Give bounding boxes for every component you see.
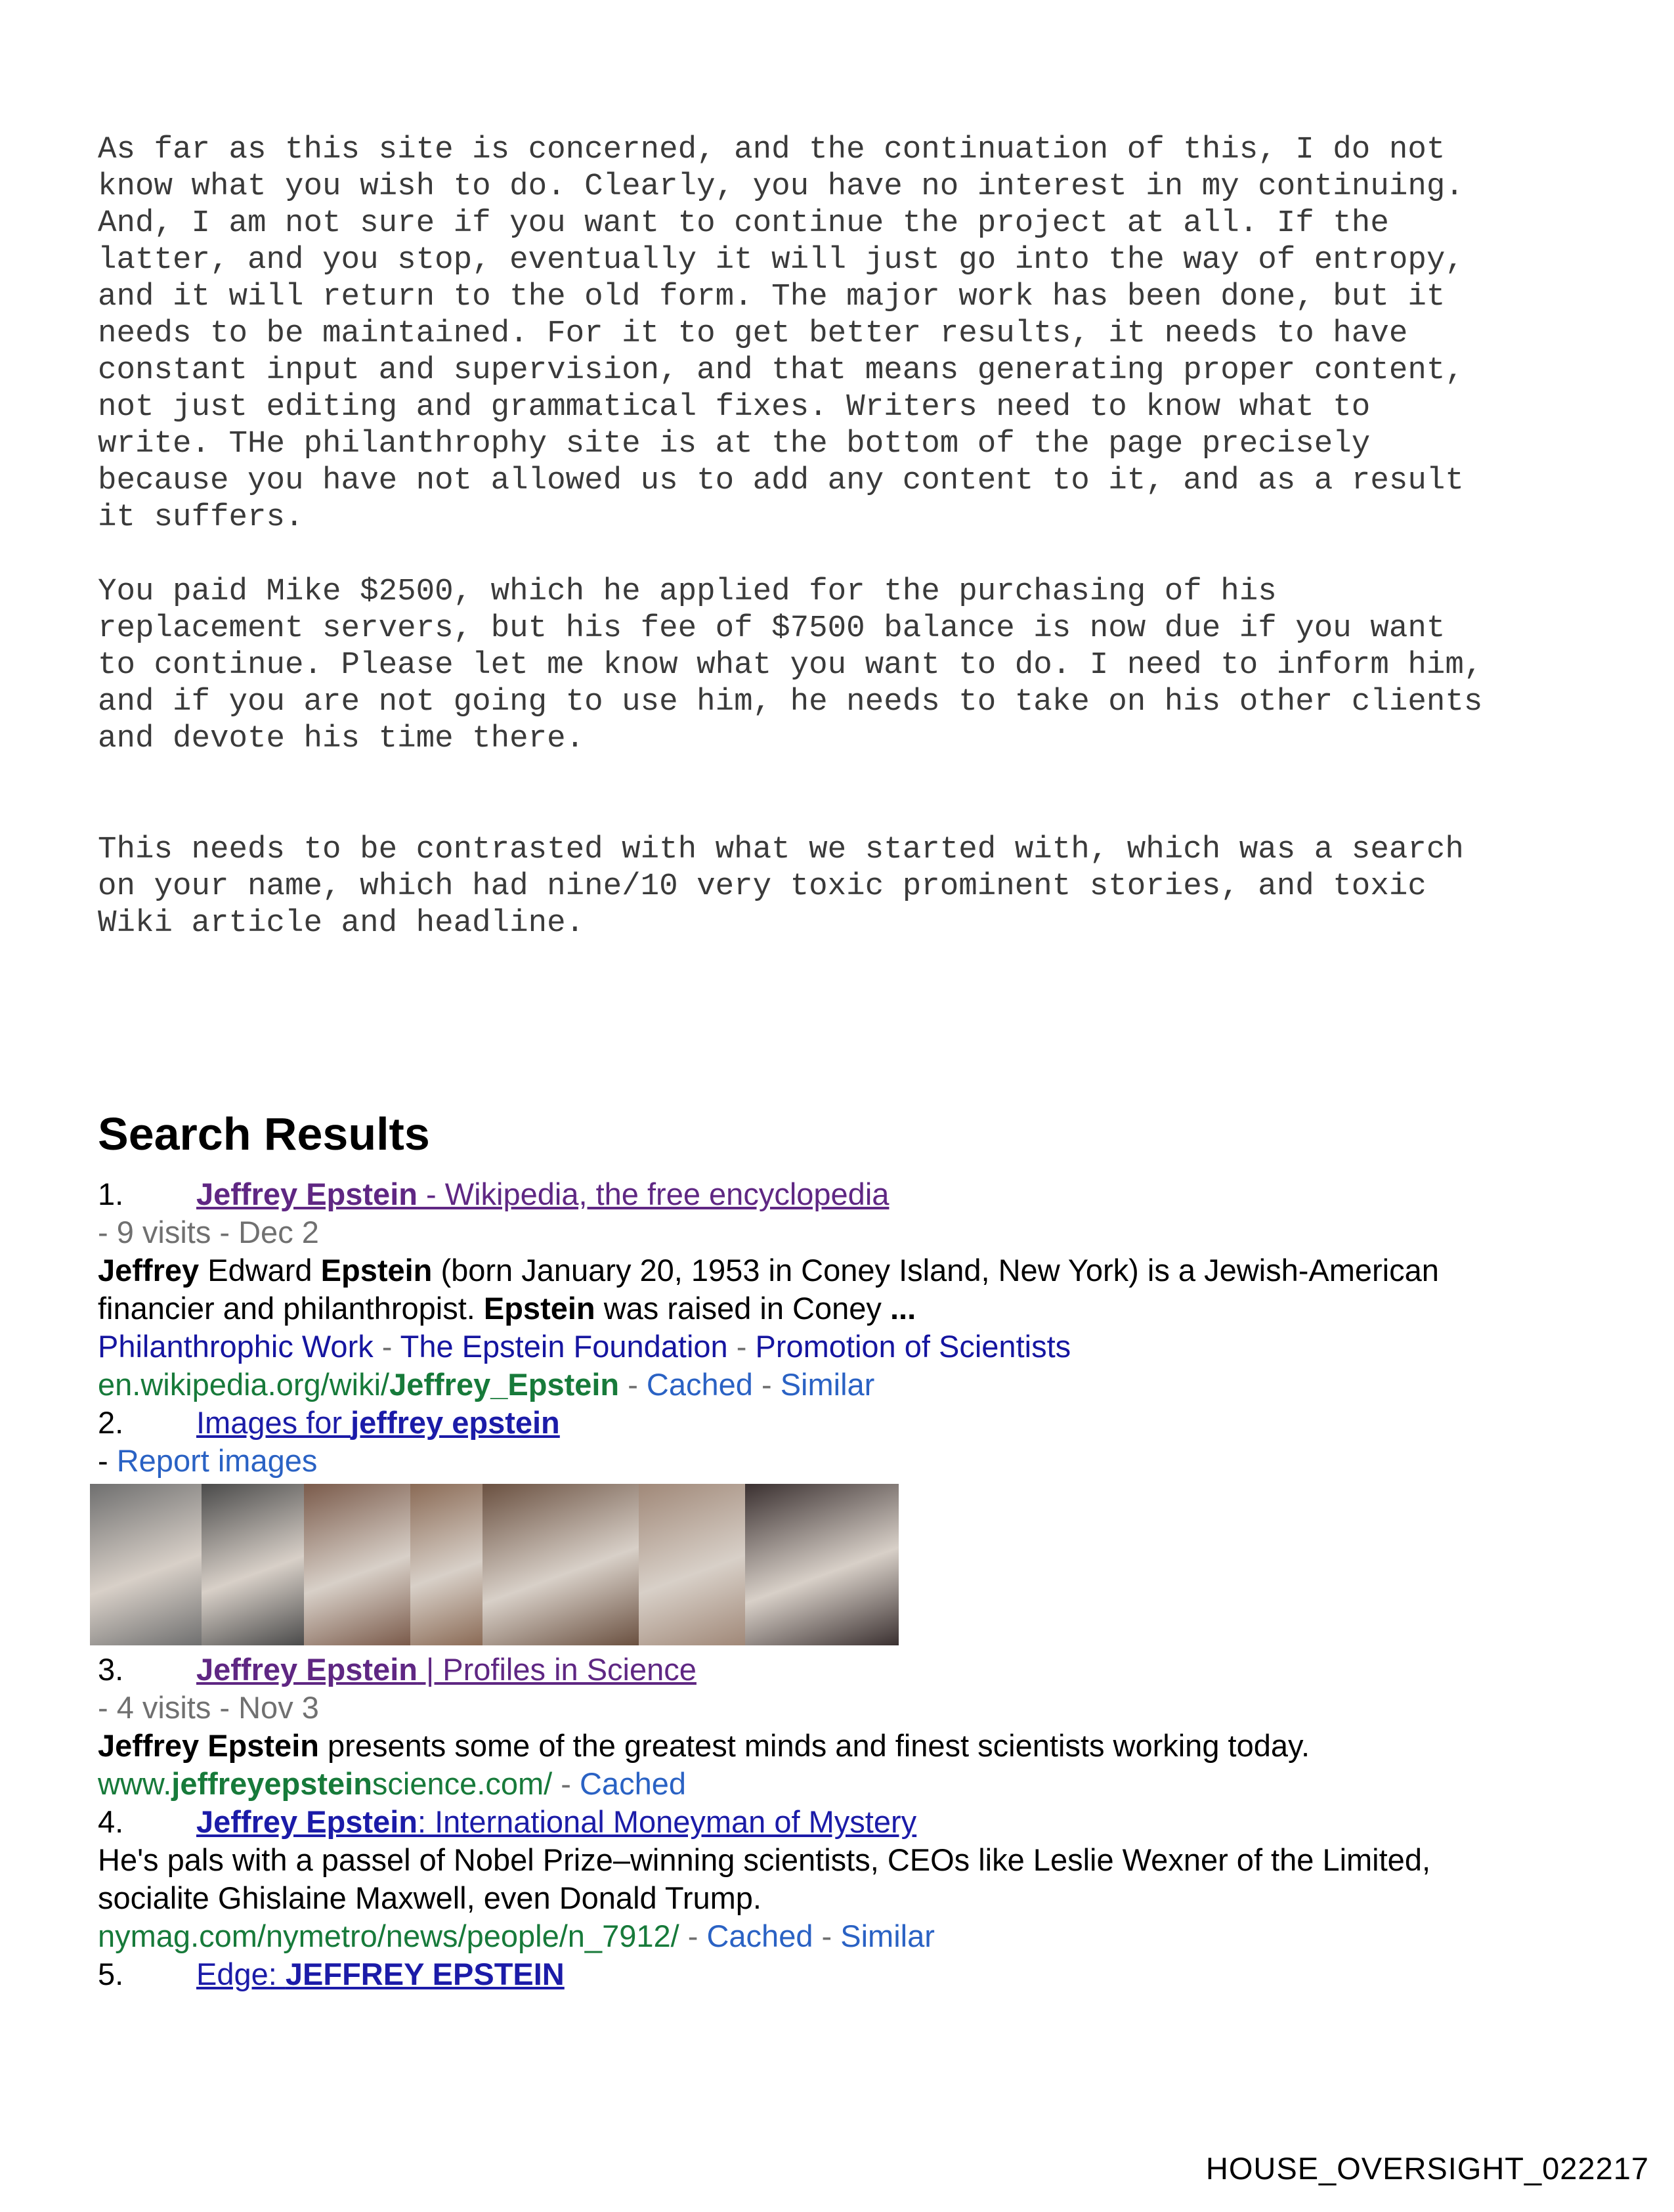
- result-number: 5.: [98, 1957, 124, 1991]
- letter-line: needs to be maintained. For it to get better results, it needs to have: [98, 316, 1408, 351]
- letter-line: replacement servers, but his fee of $7500 balance is now due if you want: [98, 611, 1446, 646]
- result-5-link[interactable]: Edge: JEFFREY EPSTEIN: [196, 1957, 565, 1991]
- sitelink-epstein-foundation[interactable]: The Epstein Foundation: [400, 1329, 728, 1364]
- result-2-title-row: [98, 1404, 1575, 1442]
- result-4-title-row: [98, 1803, 1575, 1841]
- image-thumbnails-strip: [90, 1484, 899, 1645]
- search-results: [98, 1107, 1575, 1993]
- result-1-link[interactable]: [196, 1175, 889, 1213]
- thumbnail-3[interactable]: [304, 1484, 410, 1645]
- letter-line: You paid Mike $2500, which he applied for the purchasing of his: [98, 574, 1277, 609]
- letter-line: to continue. Please let me know what you want to do. I need to inform him,: [98, 647, 1483, 683]
- cached-link[interactable]: Cached: [579, 1766, 686, 1801]
- result-3-snippet: Jeffrey Epstein presents some of the greatest minds and finest scientists working today.: [98, 1728, 1310, 1763]
- letter-line: know what you wish to do. Clearly, you have no interest in my continuing.: [98, 169, 1464, 204]
- letter-line: because you have not allowed us to add any content to it, and as a result: [98, 463, 1464, 498]
- cached-link[interactable]: Cached: [646, 1367, 753, 1402]
- letter-line: And, I am not sure if you want to continue the project at all. If the: [98, 206, 1389, 241]
- letter-line: and devote his time there.: [98, 721, 585, 756]
- thumbnail-7[interactable]: [745, 1484, 899, 1645]
- thumbnail-2[interactable]: [202, 1484, 304, 1645]
- result-4-url-row: nymag.com/nymetro/news/people/n_7912/ - Cached - Similar: [98, 1919, 935, 1953]
- letter-line: and if you are not going to use him, he needs to take on his other clients: [98, 684, 1483, 720]
- letter-line: and it will return to the old form. The major work has been done, but it: [98, 279, 1446, 314]
- result-1-title-rest: - Wikipedia, the free encyclopedia: [417, 1177, 890, 1211]
- result-4-snippet: He's pals with a passel of Nobel Prize–winning scientists, CEOs like Leslie Wexner of the Limited, socialite Ghislaine Maxwell, even Donald Trump.: [98, 1842, 1431, 1915]
- letter-line: not just editing and grammatical fixes. Writers need to know what to: [98, 389, 1371, 425]
- result-1-title-bold: Jeffrey Epstein: [196, 1177, 418, 1211]
- result-4-url: nymag.com/nymetro/news/people/n_7912/: [98, 1919, 679, 1953]
- result-3-meta: - 4 visits - Nov 3: [98, 1690, 319, 1725]
- letter-paragraph-1: [98, 131, 1464, 536]
- thumbnail-1[interactable]: [90, 1484, 202, 1645]
- result-4-link[interactable]: Jeffrey Epstein: International Moneyman of Mystery: [196, 1804, 917, 1839]
- letter-line: As far as this site is concerned, and the continuation of this, I do not: [98, 132, 1446, 167]
- result-1-meta: - 9 visits - Dec 2: [98, 1215, 319, 1249]
- letter-line: latter, and you stop, eventually it will just go into the way of entropy,: [98, 242, 1464, 278]
- result-5-title-row: [98, 1955, 1575, 1993]
- letter-line: constant input and supervision, and that means generating proper content,: [98, 353, 1464, 388]
- result-3-url: www.jeffreyepsteinscience.com/: [98, 1766, 553, 1801]
- result-1-sitelinks: Philanthrophic Work - The Epstein Foundation - Promotion of Scientists: [98, 1329, 1071, 1364]
- bates-number: HOUSE_OVERSIGHT_022217: [1205, 2151, 1649, 2186]
- sitelink-promotion-of-scientists[interactable]: Promotion of Scientists: [755, 1329, 1071, 1364]
- result-number: 1.: [98, 1177, 124, 1211]
- result-1-url-row: en.wikipedia.org/wiki/Jeffrey_Epstein - Cached - Similar: [98, 1367, 875, 1402]
- letter-line: write. THe philanthrophy site is at the bottom of the page precisely: [98, 426, 1371, 462]
- result-number: 3.: [98, 1652, 124, 1687]
- result-1-url: en.wikipedia.org/wiki/Jeffrey_Epstein: [98, 1367, 620, 1402]
- cached-link[interactable]: Cached: [706, 1919, 813, 1953]
- result-number: 2.: [98, 1405, 124, 1440]
- thumbnail-4[interactable]: [410, 1484, 483, 1645]
- similar-link[interactable]: Similar: [840, 1919, 935, 1953]
- letter-paragraph-3: [98, 831, 1464, 942]
- result-3-link[interactable]: Jeffrey Epstein | Profiles in Science: [196, 1652, 697, 1687]
- result-3-url-row: www.jeffreyepsteinscience.com/ - Cached: [98, 1766, 686, 1801]
- result-1-snippet: Jeffrey Edward Epstein (born January 20, 1953 in Coney Island, New York) is a Jewish-American financier and philanthropist. Epstein was raised in Coney ...: [98, 1253, 1439, 1326]
- report-images-link[interactable]: Report images: [116, 1443, 318, 1478]
- letter-line: Wiki article and headline.: [98, 905, 585, 941]
- result-number: 4.: [98, 1804, 124, 1839]
- thumbnail-5[interactable]: [483, 1484, 639, 1645]
- similar-link[interactable]: Similar: [780, 1367, 875, 1402]
- result-2-link[interactable]: Images for jeffrey epstein: [196, 1405, 560, 1440]
- thumbnail-6[interactable]: [639, 1484, 745, 1645]
- sitelink-philanthropic-work[interactable]: Philanthrophic Work: [98, 1329, 374, 1364]
- result-1-title-row: [98, 1175, 1575, 1213]
- letter-line: it suffers.: [98, 500, 304, 535]
- result-2-meta: - Report images: [98, 1443, 318, 1478]
- search-results-heading: Search Results: [98, 1108, 430, 1160]
- letter-line: This needs to be contrasted with what we started with, which was a search: [98, 832, 1464, 867]
- result-3-title-row: [98, 1651, 1575, 1689]
- letter-paragraph-2: [98, 573, 1482, 757]
- letter-line: on your name, which had nine/10 very toxic prominent stories, and toxic: [98, 869, 1427, 904]
